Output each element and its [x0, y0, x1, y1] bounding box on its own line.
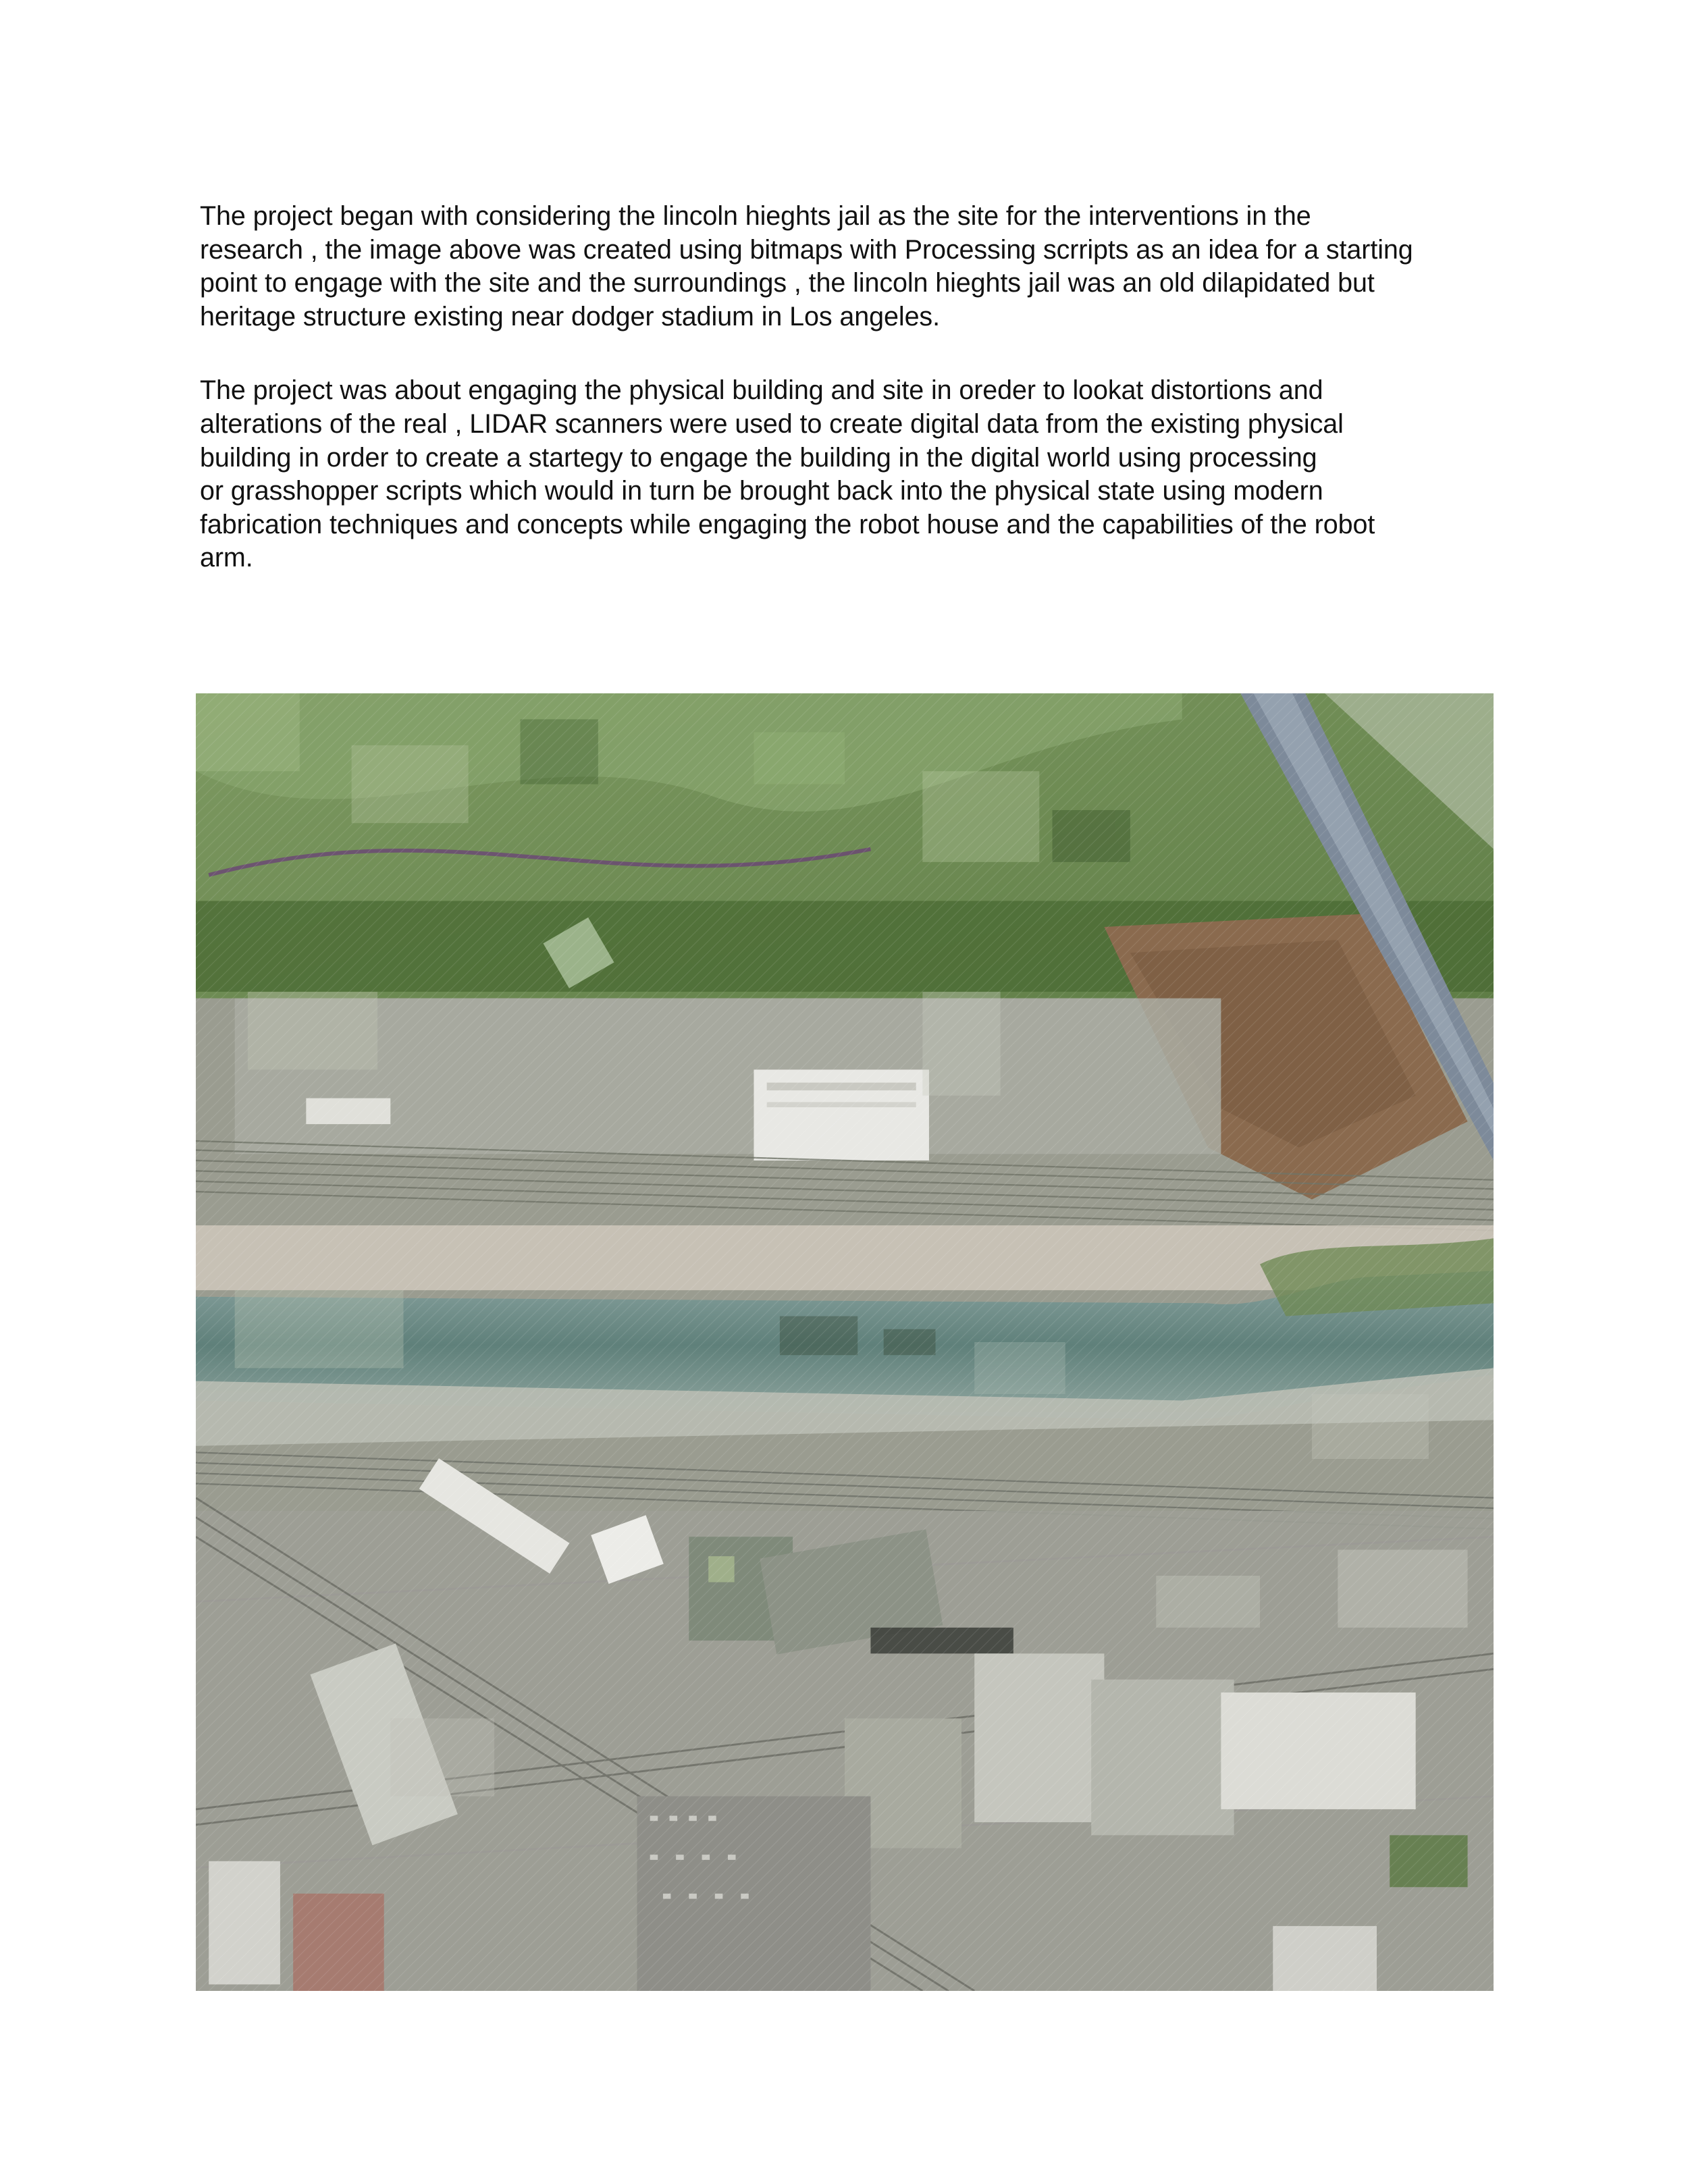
paragraph-1	[200, 200, 1496, 334]
text-line: heritage structure existing near dodger stadium in Los angeles.	[200, 301, 940, 331]
aerial-collage-svg	[196, 693, 1494, 1991]
text-line: or grasshopper scripts which would in turn be brought back into the physical state using modern	[200, 476, 1323, 506]
text-line: arm.	[200, 543, 253, 573]
text-line: building in order to create a startegy to engage the building in the digital world using processing	[200, 442, 1317, 473]
text-line: The project began with considering the lincoln hieghts jail as the site for the interventions in the	[200, 201, 1311, 231]
text-line: The project was about engaging the physical building and site in oreder to lookat distortions and	[200, 375, 1323, 406]
body-text	[200, 200, 1496, 575]
text-line: research , the image above was created using bitmaps with Processing scrripts as an idea for a starting	[200, 234, 1413, 265]
text-line: alterations of the real , LIDAR scanners were used to create digital data from the existing physical	[200, 408, 1344, 439]
aerial-site-image	[196, 693, 1494, 1991]
text-line: point to engage with the site and the surroundings , the lincoln hieghts jail was an old dilapidated but	[200, 268, 1375, 298]
text-line: fabrication techniques and concepts while engaging the robot house and the capabilities of the robot	[200, 509, 1375, 539]
hatch-overlay	[196, 693, 1494, 1991]
paragraph-2	[200, 374, 1496, 575]
